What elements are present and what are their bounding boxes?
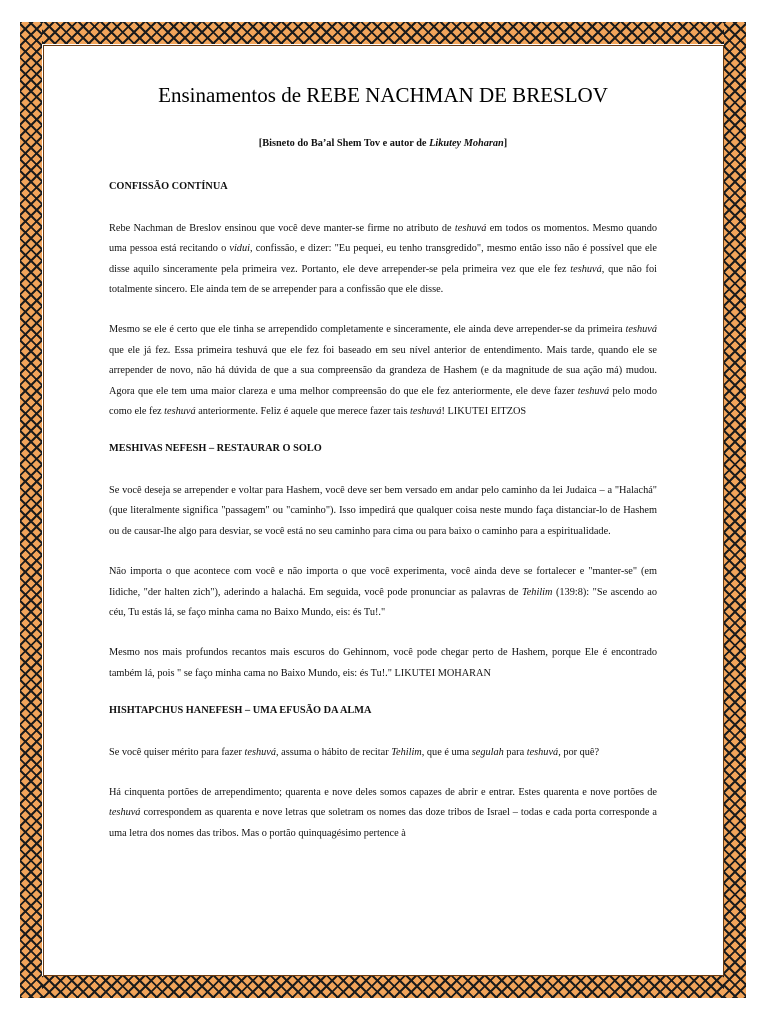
decorative-border-right <box>724 22 746 998</box>
italic-term: teshuvá <box>625 324 657 336</box>
text-run: ! LIKUTEI EITZOS <box>441 406 527 418</box>
subtitle-suffix: ] <box>503 138 508 149</box>
text-run: , por quê? <box>558 746 600 758</box>
italic-term: teshuvá <box>454 222 487 234</box>
italic-term: segulah <box>471 746 504 758</box>
text-run: (139:8): "Se ascendo ao céu, Tu estás lá, se faço minha cama no Baixo Mundo, eis: és Tu!." <box>109 586 657 618</box>
decorative-border-left <box>20 22 42 998</box>
section-heading-hishtapchus: HISHTAPCHUS HANEFESH – UMA EFUSÃO DA ALMA <box>109 705 372 717</box>
text-run: para <box>503 746 527 758</box>
subtitle-prefix: [Bisneto do Ba’al Shem Tov e autor de <box>258 138 430 149</box>
italic-term: teshuvá <box>109 807 141 819</box>
paragraph <box>109 743 657 763</box>
text-run: Há cinquenta portões de arrependimento; quarenta e nove deles somos capazes de abrir e entrar. Estes quarenta e nove portões de <box>109 786 657 798</box>
italic-term: teshuvá <box>244 746 276 758</box>
paragraph <box>109 562 657 623</box>
italic-term: teshuvá <box>577 385 610 397</box>
italic-term: teshuvá <box>410 406 442 418</box>
paragraph <box>109 320 657 422</box>
text-run: , que não foi totalmente sincero. Ele ainda tem de se arrepender para a confissão que ele disse. <box>109 263 657 296</box>
text-run: em todos os momentos. Mesmo quando uma pessoa está recitando o <box>109 222 657 255</box>
text-run: Rebe Nachman de Breslov ensinou que você deve manter-se firme no atributo de <box>109 222 455 234</box>
document-body <box>109 80 657 864</box>
text-run: Não importa o que acontece com você e não importa o que você experimenta, você ainda deve se fortalecer e "manter-se" (em Iidiche, "der halten zich"), aderindo a halachá. Em seguida, você pode pronunciar as palavras de <box>109 566 657 598</box>
italic-term: Tehilim <box>391 746 422 758</box>
text-run: Mesmo se ele é certo que ele tinha se arrependido completamente e sinceramente, ele ainda deve arrepender-se da primeira <box>109 324 626 336</box>
text-run: pelo modo como ele fez <box>109 385 657 418</box>
italic-term: teshuvá <box>164 406 196 418</box>
italic-term: teshuvá <box>526 746 559 758</box>
decorative-border-top <box>20 22 746 44</box>
text-run: correspondem as quarenta e nove letras que soletram os nomes das doze tribos de Israel – todas e cada porta corresponde a uma letra dos nomes das tribos. Mas o portão quinquagésimo pertence à <box>109 807 657 839</box>
decorative-border-bottom <box>20 976 746 998</box>
paragraph <box>109 219 657 301</box>
text-run: que ele já fez. Essa primeira teshuvá que ele fez foi baseado em seu nível anterior de entendimento. Mais tarde, quando ele se arrepender de novo, não há dúvida de que a sua compreensão da grandeza de Hashem (e da magnitude de sua ação má) mudou. Agora que ele tem uma maior clareza e uma melhor compreensão do que ele fez anteriormente, ele deve fazer <box>109 344 657 397</box>
paragraph: Se você deseja se arrepender e voltar para Hashem, você deve ser bem versado em andar pelo caminho da lei Judaica – a "Halachá" (que literalmente significa "passagem" ou "caminho"). Isso impedirá que qualquer coisa neste mundo faça distanciar-lo de Hashem ou de causar-lhe algo para desviar, se você está no seu caminho para cima ou para baixo o caminho para a espiritualidade. <box>109 484 657 537</box>
subtitle-book: Likutey Moharan <box>429 138 504 149</box>
text-run: , que é uma <box>421 746 472 758</box>
text-run: , confissão, e dizer: "Eu pequei, eu tenho transgredido", mesmo então isso não é possível que ele disse aquilo sinceramente pela primeira vez. Portanto, ele deve arrepender-se pela primeira vez que ele fez <box>109 243 657 275</box>
italic-term: teshuvá <box>570 263 602 275</box>
paragraph: Mesmo nos mais profundos recantos mais escuros do Gehinnom, você pode chegar perto de Hashem, porque Ele é encontrado também lá, pois " se faço minha cama no Baixo Mundo, eis: és Tu!." LIKUTEI MOHARAN <box>109 647 657 679</box>
text-run: , assuma o hábito de recitar <box>275 746 392 758</box>
document-title: Ensinamentos de REBE NACHMAN DE BRESLOV <box>158 83 608 107</box>
section-heading-confissao: CONFISSÃO CONTÍNUA <box>109 181 228 193</box>
document-subtitle <box>109 134 657 154</box>
text-run: anteriormente. Feliz é aquele que merece fazer tais <box>195 406 411 418</box>
section-heading-meshivas-nefesh: MESHIVAS NEFESH – RESTAURAR O SOLO <box>109 443 322 455</box>
italic-term: Tehilim <box>521 586 553 598</box>
italic-term: vidui <box>229 243 250 255</box>
text-run: Se você quiser mérito para fazer <box>109 746 245 758</box>
paragraph <box>109 783 657 844</box>
